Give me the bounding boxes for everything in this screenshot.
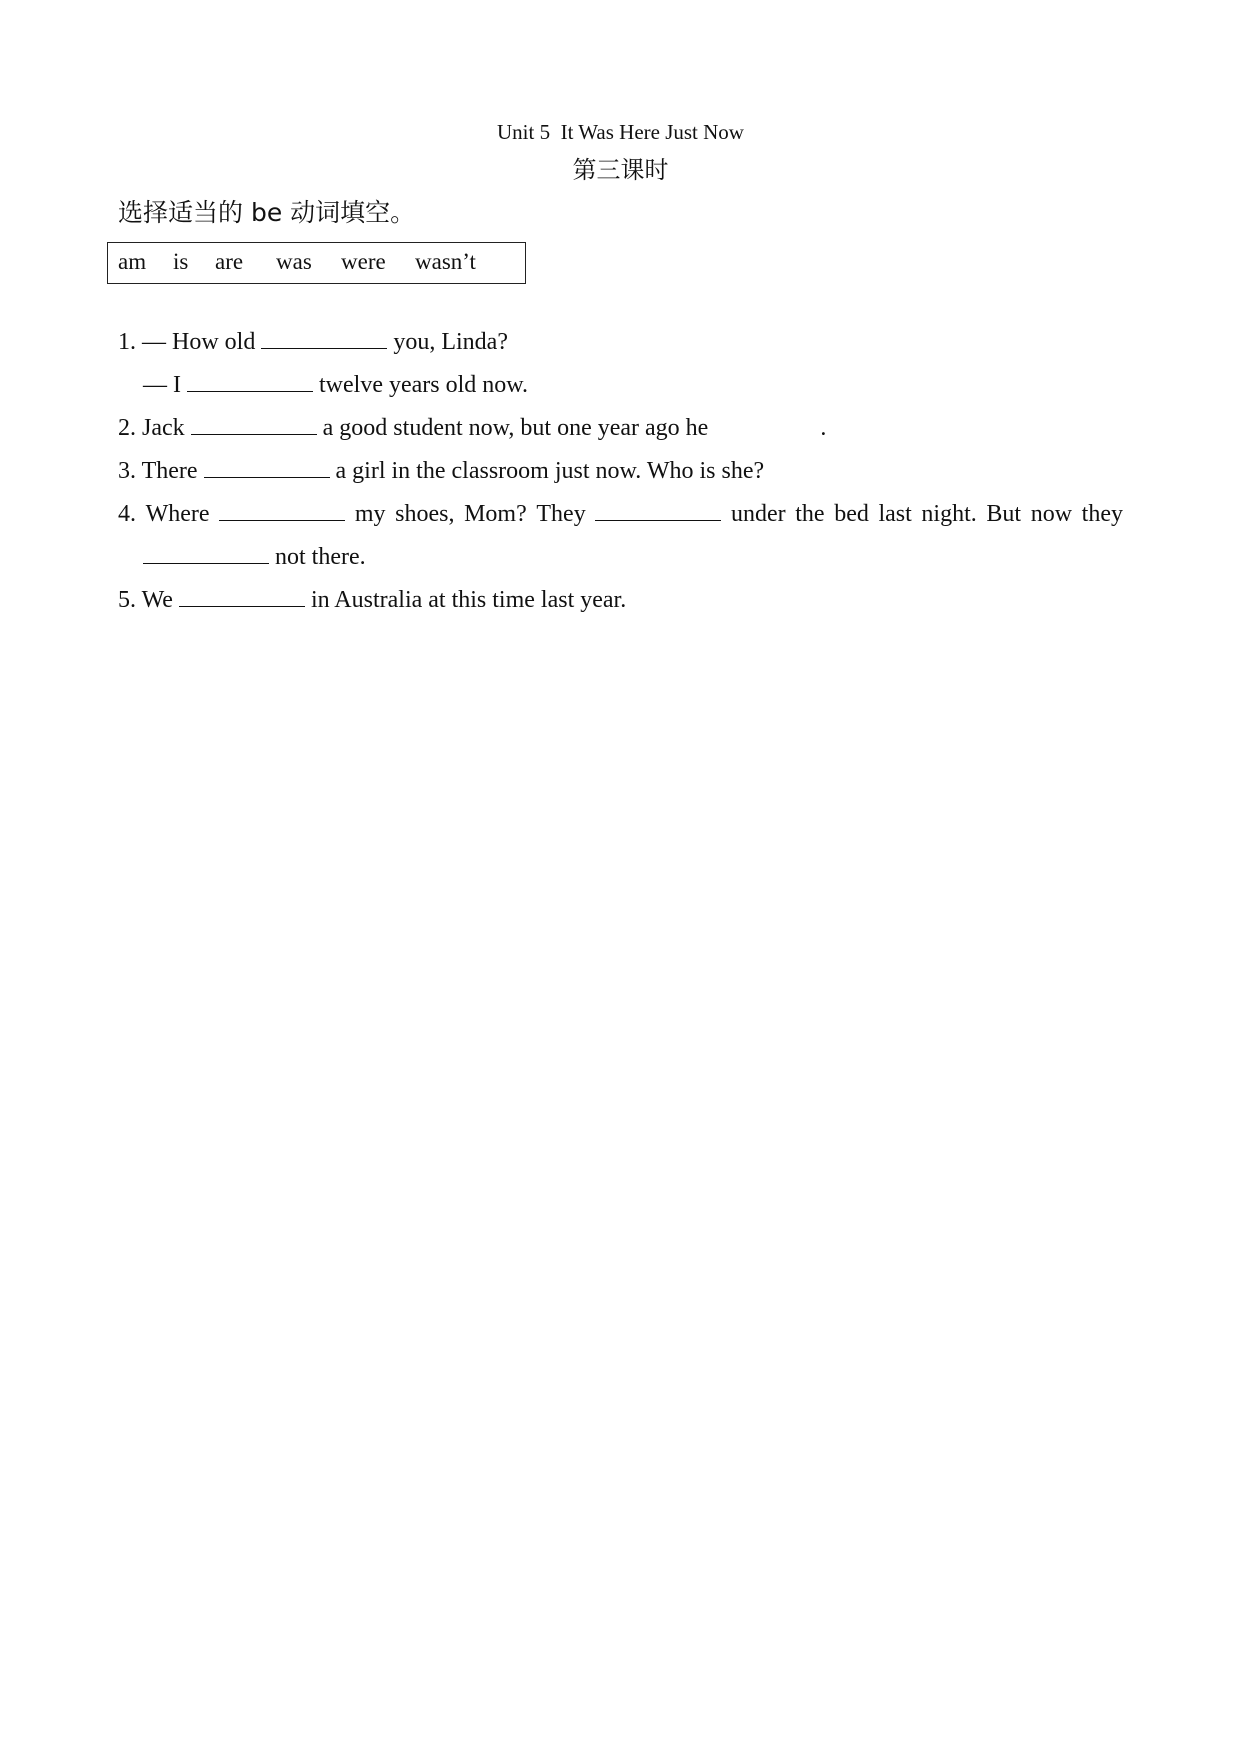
question-text: 3. There bbox=[118, 458, 198, 484]
question-word: my bbox=[354, 501, 386, 527]
instruction-text: 选择适当的 be 动词填空。 bbox=[118, 198, 416, 227]
question-word: they bbox=[1081, 501, 1123, 527]
answer-blank[interactable] bbox=[187, 369, 313, 392]
answer-blank[interactable] bbox=[595, 498, 721, 521]
question-5-line bbox=[118, 584, 626, 616]
question-4-line-b bbox=[143, 541, 366, 573]
question-word: under bbox=[730, 501, 786, 527]
lesson-title: 第三课时 bbox=[572, 156, 669, 184]
unit-title: Unit 5 It Was Here Just Now bbox=[497, 120, 744, 144]
answer-blank[interactable] bbox=[204, 455, 330, 478]
question-text: 5. We bbox=[118, 587, 173, 613]
word-bank-item: are bbox=[215, 249, 244, 274]
question-1-line-b bbox=[143, 369, 528, 401]
word-bank-item: am bbox=[118, 249, 147, 274]
answer-blank[interactable] bbox=[261, 326, 387, 349]
question-word: Mom? bbox=[464, 501, 527, 527]
question-word: now bbox=[1030, 501, 1073, 527]
question-word: shoes, bbox=[395, 501, 455, 527]
word-bank-item: wasn’t bbox=[415, 249, 476, 274]
question-text: twelve years old now. bbox=[319, 372, 529, 398]
question-text: not there. bbox=[275, 544, 366, 570]
question-text: a girl in the classroom just now. Who is she? bbox=[335, 458, 765, 484]
word-bank-item: were bbox=[341, 249, 386, 274]
question-word: last bbox=[878, 501, 912, 527]
answer-blank[interactable] bbox=[179, 584, 305, 607]
question-text: you, Linda? bbox=[393, 329, 508, 355]
question-text: a good student now, but one year ago he bbox=[322, 415, 709, 441]
question-text: . bbox=[820, 415, 827, 441]
answer-blank-unlined[interactable] bbox=[714, 413, 814, 435]
question-word: But bbox=[986, 501, 1022, 527]
question-text: in Australia at this time last year. bbox=[310, 587, 627, 613]
question-word: night. bbox=[921, 501, 977, 527]
question-word: They bbox=[536, 501, 586, 527]
question-4-line-a bbox=[118, 498, 1123, 530]
question-text: — I bbox=[143, 372, 181, 398]
question-word: Where bbox=[145, 501, 210, 527]
word-bank-item: is bbox=[173, 249, 189, 274]
answer-blank[interactable] bbox=[191, 412, 317, 435]
question-word: the bbox=[795, 501, 825, 527]
question-1-line-a bbox=[118, 326, 508, 358]
question-2-line bbox=[118, 412, 826, 444]
question-3-line bbox=[118, 455, 764, 487]
answer-blank[interactable] bbox=[219, 498, 345, 521]
question-text: 2. Jack bbox=[118, 415, 185, 441]
question-text: 1. — How old bbox=[118, 329, 256, 355]
question-word: bed bbox=[834, 501, 869, 527]
word-bank-item: was bbox=[276, 249, 312, 274]
question-word: 4. bbox=[118, 501, 136, 527]
answer-blank[interactable] bbox=[143, 541, 269, 564]
word-bank-box bbox=[107, 242, 526, 284]
